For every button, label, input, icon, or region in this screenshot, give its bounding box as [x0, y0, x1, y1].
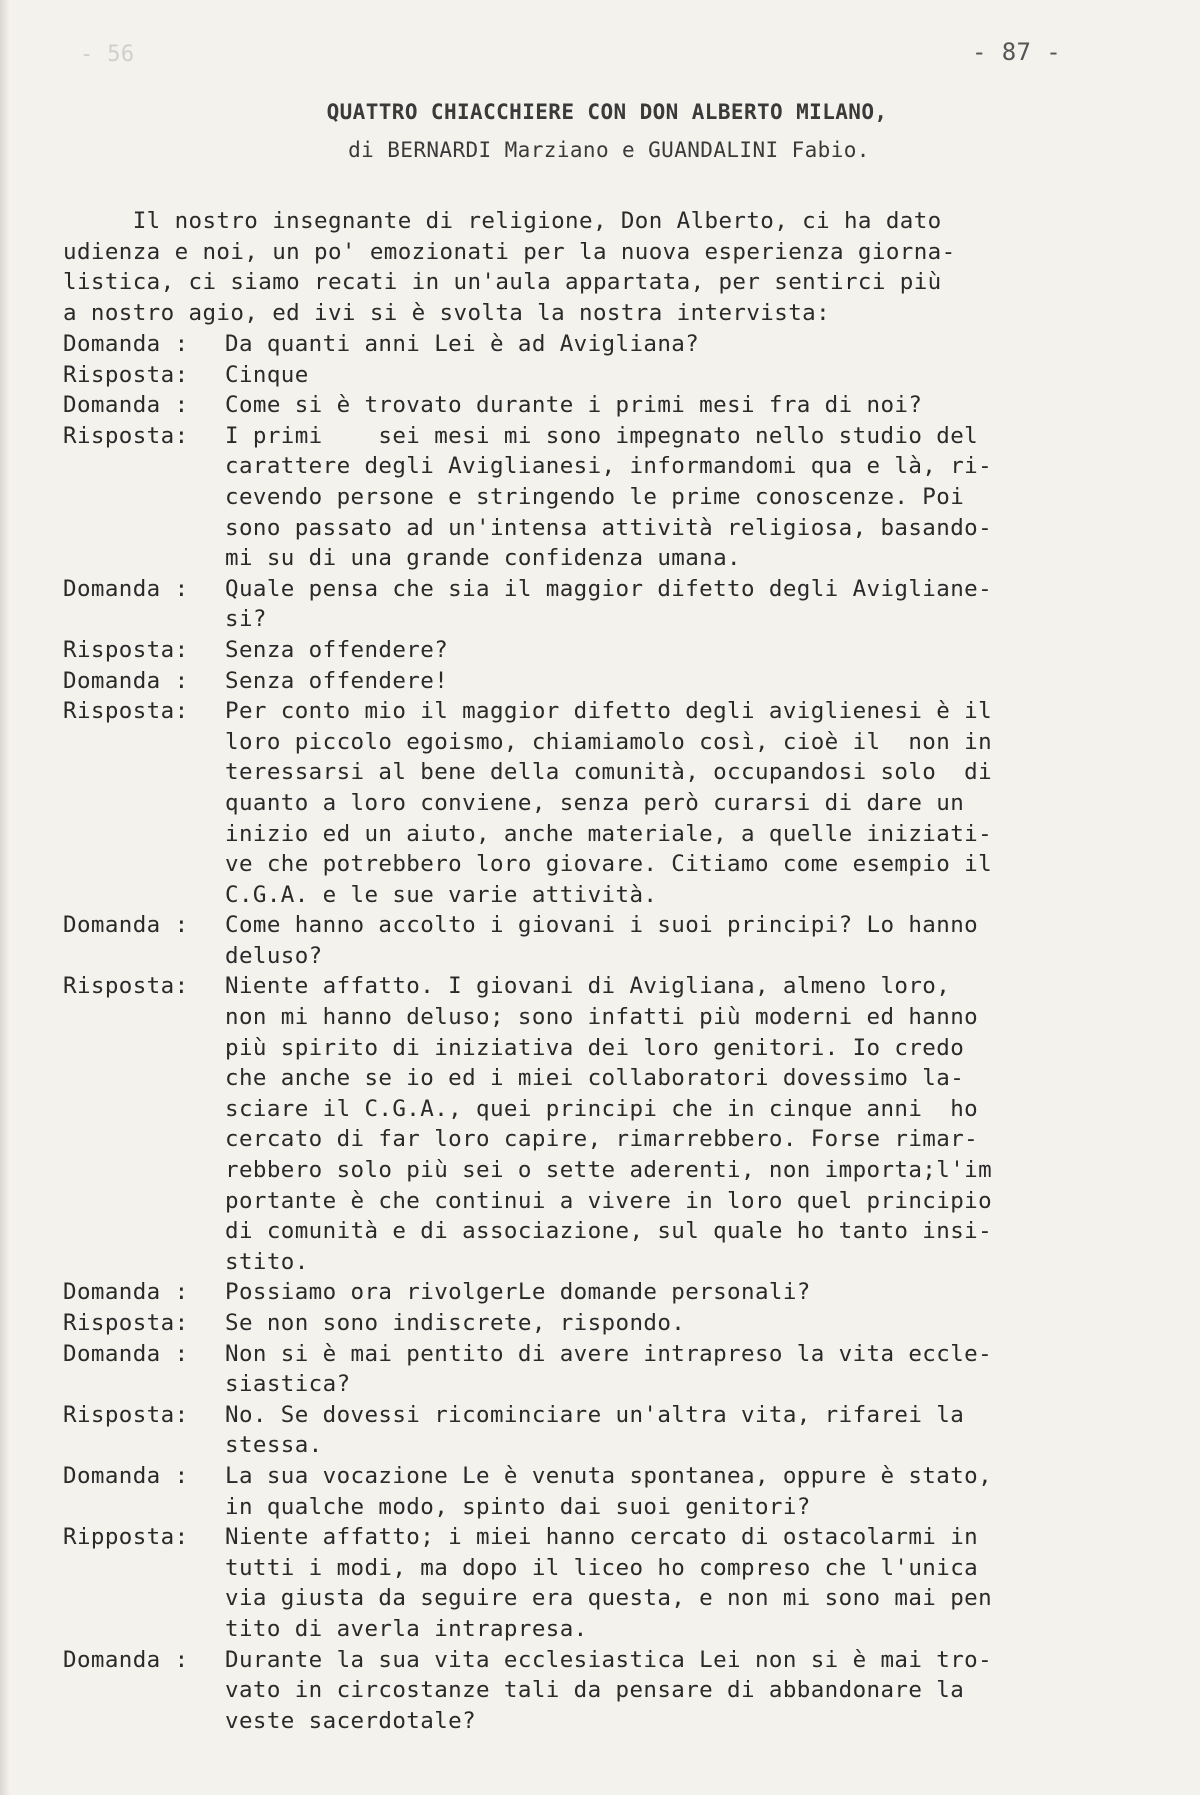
text-line: portante è che continui a vivere in loro quel principio [225, 1187, 993, 1214]
speaker-label: Domanda : [63, 1646, 189, 1673]
text-line: Niente affatto. I giovani di Avigliana, almeno loro, [225, 973, 951, 1000]
text-line: cercato di far loro capire, rimarrebbero. Forse rimar- [225, 1126, 979, 1153]
dialogue-entry [63, 574, 1143, 635]
text-line: Se non sono indiscrete, rispondo. [225, 1310, 686, 1336]
text-line: cevendo persone e stringendo le prime conoscenze. Poi [225, 483, 965, 510]
dialogue-text [225, 1277, 1143, 1308]
text-line: Senza offendere! [225, 667, 449, 694]
text-line: si? [225, 606, 267, 633]
dialogue-entry [63, 1308, 1143, 1339]
text-line: mi su di una grande confidenza umana. [225, 545, 742, 572]
speaker-label: Domanda : [63, 331, 189, 357]
text-line: siastica? [225, 1371, 351, 1398]
dialogue-entry [63, 910, 1143, 971]
dialogue-text [225, 1308, 1143, 1339]
text-line: tutti i modi, ma dopo il liceo ho compreso che l'unica [225, 1554, 979, 1581]
dialogue-text [225, 421, 1143, 574]
text-line: Durante la sua vita ecclesiastica Lei non si è mai tro- [225, 1646, 993, 1673]
dialogue-entry [63, 1522, 1143, 1644]
text-line: teressarsi al bene della comunità, occupandosi solo di [225, 759, 993, 786]
text-line: Come si è trovato durante i primi mesi fra di noi? [225, 392, 923, 419]
dialogue-entry [63, 329, 1143, 360]
text-line: quanto a loro conviene, senza però curarsi di dare un [225, 789, 965, 816]
interview-dialogue [63, 329, 1143, 1736]
dialogue-entry [63, 971, 1143, 1277]
text-line: Come hanno accolto i giovani i suoi principi? Lo hanno [225, 912, 979, 939]
dialogue-text [225, 390, 1143, 421]
text-line: sono passato ad un'intensa attività religiosa, basando- [225, 514, 993, 541]
speaker-label: Ripposta: [63, 1524, 189, 1551]
speaker-label: Risposta: [63, 1310, 189, 1336]
speaker-label: Risposta: [63, 636, 189, 663]
dialogue-text [225, 1522, 1143, 1644]
intro-line: udienza e noi, un po' emozionati per la nuova esperienza giorna- [63, 238, 956, 265]
text-line: Senza offendere? [225, 636, 449, 663]
speaker-label: Risposta: [63, 422, 189, 449]
text-line: Da quanti anni Lei è ad Avigliana? [225, 331, 700, 357]
text-line: non mi hanno deluso; sono infatti più moderni ed hanno [225, 1004, 979, 1031]
speaker-label: Risposta: [63, 973, 189, 1000]
dialogue-entry [63, 1339, 1143, 1400]
dialogue-text [225, 635, 1143, 666]
faint-page-mark: - 56 [80, 42, 135, 67]
text-line: più spirito di iniziativa dei loro genitori. Io credo [225, 1034, 965, 1061]
dialogue-text [225, 574, 1143, 635]
speaker-label: Domanda : [63, 575, 189, 602]
speaker-label: Risposta: [63, 1401, 189, 1428]
text-line: carattere degli Aviglianesi, informandomi qua e là, ri- [225, 453, 993, 480]
speaker-label: Risposta: [63, 698, 189, 725]
text-line: rebbero solo più sei o sette aderenti, non importa;l'im [225, 1157, 993, 1184]
text-line: inizio ed un aiuto, anche materiale, a quelle iniziati- [225, 820, 993, 847]
text-line: stito. [225, 1248, 309, 1275]
text-line: Per conto mio il maggior difetto degli aviglienesi è il [225, 698, 993, 725]
dialogue-text [225, 910, 1143, 971]
speaker-label: Domanda : [63, 392, 189, 419]
text-line: di comunità e di associazione, sul quale ho tanto insi- [225, 1218, 993, 1245]
dialogue-text [225, 1339, 1143, 1400]
dialogue-entry [63, 1645, 1143, 1737]
dialogue-text [225, 1645, 1143, 1737]
dialogue-entry [63, 360, 1143, 391]
speaker-label: Domanda : [63, 1279, 189, 1306]
speaker-label: Risposta: [63, 361, 189, 388]
dialogue-text [225, 666, 1143, 697]
dialogue-entry [63, 1400, 1143, 1461]
dialogue-text [225, 329, 1143, 360]
dialogue-entry [63, 421, 1143, 574]
text-line: ve che potrebbero loro giovare. Citiamo come esempio il [225, 851, 993, 878]
intro-line: Il nostro insegnante di religione, Don Alberto, ci ha dato [63, 208, 942, 234]
text-line: Niente affatto; i miei hanno cercato di ostacolarmi in [225, 1524, 979, 1551]
text-line: via giusta da seguire era questa, e non mi sono mai pen [225, 1585, 993, 1612]
dialogue-text [225, 1400, 1143, 1461]
text-line: No. Se dovessi ricominciare un'altra vita, rifarei la [225, 1401, 965, 1428]
speaker-label: Domanda : [63, 667, 189, 694]
text-line: Possiamo ora rivolgerLe domande personali? [225, 1279, 811, 1306]
speaker-label: Domanda : [63, 912, 189, 939]
intro-line: a nostro agio, ed ivi si è svolta la nostra intervista: [63, 299, 831, 326]
text-line: C.G.A. e le sue varie attività. [225, 881, 658, 908]
article-title: QUATTRO CHIACCHIERE CON DON ALBERTO MILANO, [326, 100, 888, 124]
dialogue-entry [63, 635, 1143, 666]
page-number: - 87 - [972, 38, 1062, 66]
dialogue-text [225, 971, 1143, 1277]
dialogue-text [225, 696, 1143, 910]
text-line: sciare il C.G.A., quei principi che in cinque anni ho [225, 1095, 979, 1122]
dialogue-entry [63, 666, 1143, 697]
dialogue-entry [63, 390, 1143, 421]
intro-line: listica, ci siamo recati in un'aula appartata, per sentirci più [63, 269, 942, 296]
text-line: Cinque [225, 361, 309, 388]
text-line: stessa. [225, 1432, 323, 1459]
dialogue-entry [63, 1461, 1143, 1522]
text-line: veste sacerdotale? [225, 1707, 477, 1734]
article-authors: di BERNARDI Marziano e GUANDALINI Fabio. [348, 138, 870, 162]
text-line: Non si è mai pentito di avere intrapreso la vita eccle- [225, 1340, 993, 1367]
text-line: loro piccolo egoismo, chiamiamolo così, cioè il non in [225, 728, 993, 755]
dialogue-entry [63, 696, 1143, 910]
text-line: deluso? [225, 942, 323, 969]
text-line: in qualche modo, spinto dai suoi genitori? [225, 1493, 811, 1520]
text-line: I primi sei mesi mi sono impegnato nello studio del [225, 422, 979, 449]
text-line: La sua vocazione Le è venuta spontanea, oppure è stato, [225, 1462, 993, 1489]
text-line: vato in circostanze tali da pensare di abbandonare la [225, 1677, 965, 1704]
dialogue-text [225, 1461, 1143, 1522]
dialogue-text [225, 360, 1143, 391]
header [0, 100, 1200, 162]
page-edge-shadow [0, 0, 10, 1795]
text-line: che anche se io ed i miei collaboratori dovessimo la- [225, 1065, 965, 1092]
intro-paragraph [63, 206, 1113, 328]
dialogue-entry [63, 1277, 1143, 1308]
speaker-label: Domanda : [63, 1462, 189, 1489]
text-line: tito di averla intrapresa. [225, 1615, 588, 1642]
speaker-label: Domanda : [63, 1340, 189, 1367]
text-line: Quale pensa che sia il maggior difetto degli Aviglianе- [225, 575, 993, 602]
